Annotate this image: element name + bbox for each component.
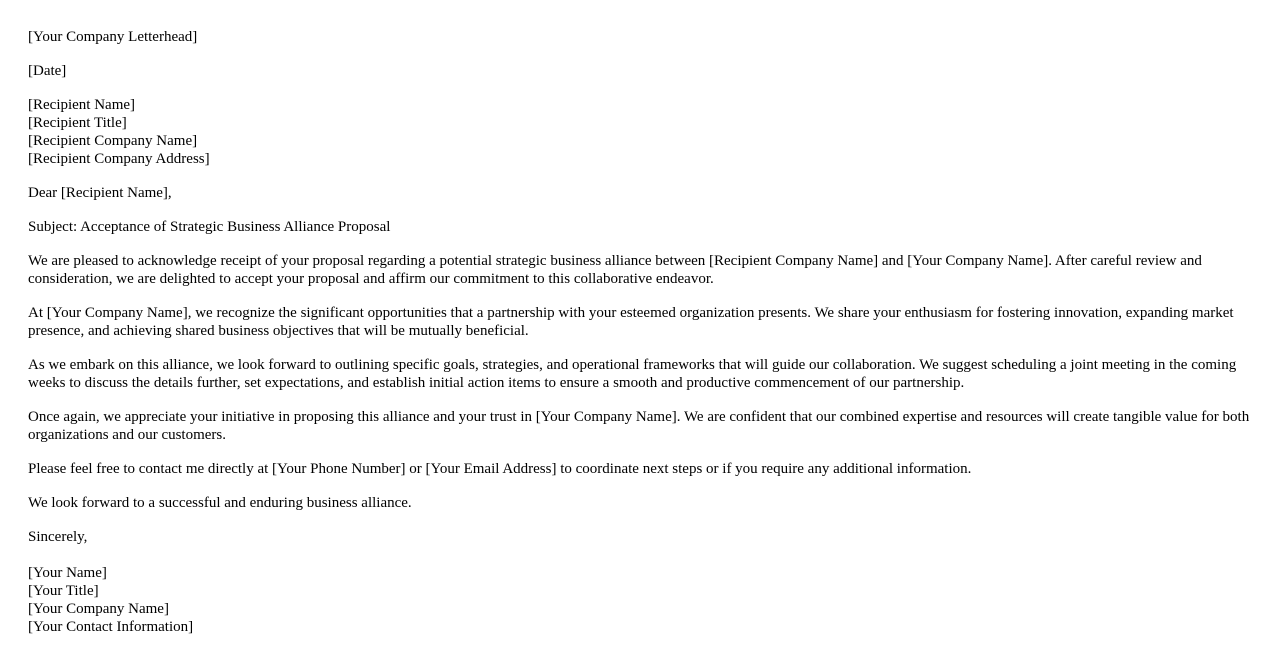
body-paragraph: We look forward to a successful and enduring business alliance. [28,495,412,511]
signature-block [28,564,1250,636]
signer-contact-information: [Your Contact Information] [28,619,194,635]
body-paragraph: Once again, we appreciate your initiative in proposing this alliance and your trust in [Your Company Name]. We are confident that our combined expertise and resources will create tangible value for both organizations and our customers. [28,409,1250,443]
recipient-company-name: [Recipient Company Name] [28,133,198,149]
body-paragraph: Please feel free to contact me directly at [Your Phone Number] or [Your Email Address] to coordinate next steps or if you require any additional information. [28,461,972,477]
body-paragraph: As we embark on this alliance, we look forward to outlining specific goals, strategies, and operational frameworks that will guide our collaboration. We suggest scheduling a joint meeting in the coming weeks to discuss the details further, set expectations, and establish initial action items to ensure a smooth and productive commencement of our partnership. [28,357,1237,391]
letterhead: [Your Company Letterhead] [28,29,198,45]
recipient-block [28,96,1250,168]
body-paragraph: We are pleased to acknowledge receipt of your proposal regarding a potential strategic business alliance between [Recipient Company Name] and [Your Company Name]. After careful review and consideration, we are delighted to accept your proposal and affirm our commitment to this collaborative endeavor. [28,253,1202,287]
recipient-company-address: [Recipient Company Address] [28,151,210,167]
salutation: Dear [Recipient Name], [28,185,172,201]
recipient-name: [Recipient Name] [28,97,136,113]
signer-name: [Your Name] [28,565,107,581]
letter-date: [Date] [28,63,67,79]
subject-line: Subject: Acceptance of Strategic Business Alliance Proposal [28,219,391,235]
signer-title: [Your Title] [28,583,99,599]
recipient-title: [Recipient Title] [28,115,127,131]
closing: Sincerely, [28,529,88,545]
signer-company-name: [Your Company Name] [28,601,169,617]
body-paragraph: At [Your Company Name], we recognize the significant opportunities that a partnership with your esteemed organization presents. We share your enthusiasm for fostering innovation, expanding market presence, and achieving shared business objectives that will be mutually beneficial. [28,305,1234,339]
